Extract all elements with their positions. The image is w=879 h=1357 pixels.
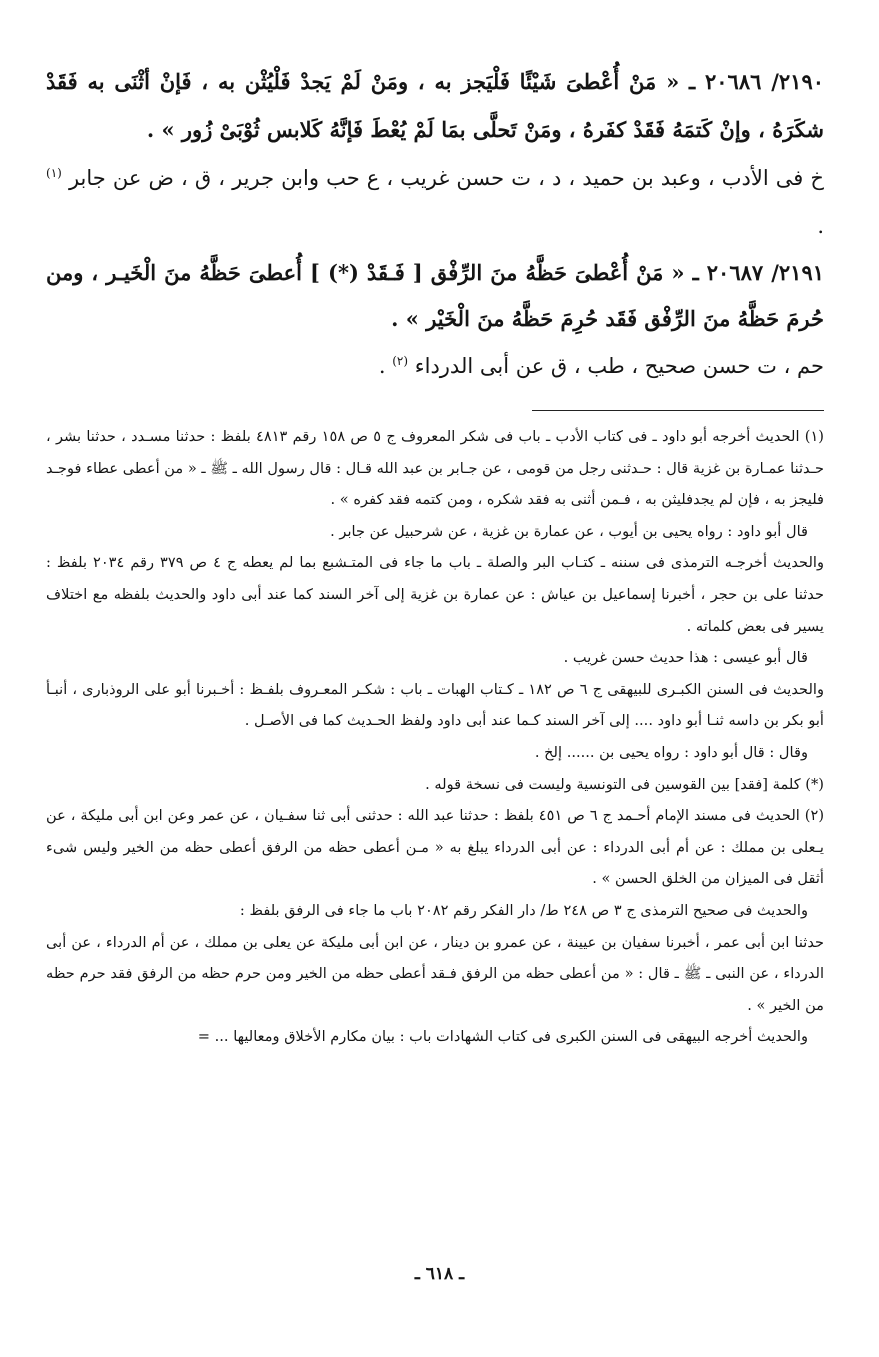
footnote-paragraph: حدثنا ابن أبى عمر ، أخبرنا سفيان بن عيينة ، عن عمرو بن دينار ، عن ابن أبى مليكة عن يعلى بن مملك ، عن أم الدرداء ، عن أبى الدرداء ، عن النبى ـ ﷺ ـ قال : « من أعطى حظه من الرفق فـقد أعطى حظه من الخير ومن حرم حظه من الرفق فقد حرم حظه من الخير » . [46,933,824,1014]
footnote-paragraph: قال أبو داود : رواه يحيى بن أيوب ، عن عمارة بن غزية ، عن شرحبيل عن جابر . [330,522,808,540]
footnote-2: (٢) الحديث فى مسند الإمام أحـمد ج ٦ ص ٤٥١ بلفظ : حدثنا عبد الله : حدثنى أبى ثنا سفـيان ، عن عمر وعن ابن أبى مليكة ، عن يـعلى بن مملك : عن أم أبى الدرداء : عن أبى الدرداء يبلغ به « مـن أعطى حظه من الرفق أعطى حظه من الخير وليس شىء أثقل فى الميزان من الخلق الحسن » . [46,807,825,888]
document-page [46,58,824,1053]
footnote-paragraph: والحديث فى صحيح الترمذى ج ٣ ص ٢٤٨ ط/ دار الفكر رقم ٢٠٨٢ باب ما جاء فى الرفق بلفظ : [239,901,808,919]
hadith-text: « مَنْ أُعْطىَ حَظَّهُ منَ الرِّفْق [ فَـقَدْ (*) ] أُعطىَ حَظَّهُ منَ الْخَيـر ، ومن حُرمَ حَظَّهُ منَ الرِّفْق فَقَد حُرِمَ حَظَّهُ منَ الْخَيْر » . [46,260,824,331]
hadith-entry [46,58,824,154]
footnote-paragraph: قال أبو عيسى : هذا حديث حسن غريب . [563,649,808,667]
footnote-paragraph: والحديث فى السنن الكبـرى للبيهقى ج ٦ ص ١٨٢ ـ كـتاب الهبات ـ باب : شكـر المعـروف بلفـظ : أخـبرنا أبو على الروذبارى ، أنبـأ أبو بكر بن داسه ثنـا أبو داود .... إلى آخر السند كـما عند أبى داود ولفظ الحـديث كما فى الأصـل . [46,680,825,730]
page-number: ـ ٦١٨ ـ [414,1264,465,1284]
footnote-star: (*) كلمة [فقد] بين القوسين فى التونسية وليست فى نسخة قوله . [425,775,824,793]
hadith-source: خ فى الأدب ، وعبد بن حميد ، د ، ت حسن غريب ، ع حب وابن جرير ، ق ، ض عن جابر $^{(١)}$ . [46,166,824,238]
footnote-divider [532,410,824,411]
footnote-ref: (٢) [392,354,409,368]
hadith-source: حم ، ت حسن صحيح ، طب ، ق عن أبى الدرداء $^{(٢)}$ . [378,354,824,378]
footnote-paragraph: وقال : قال أبو داود : رواه يحيى بن ...... إلخ . [534,743,808,761]
footnote-paragraph: والحديث أخرجـه الترمذى فى سننه ـ كتـاب البر والصلة ـ باب ما جاء فى المتـشبع بما لم يعطه ج ٤ ص ٣٧٩ رقم ٢٠٣٤ بلفظ : حدثنا على بن حجر ، أخبرنا إسماعيل بن عياش : عن عمارة بن غزية إلى آخر السند كما عند أبى داود والحديث بلفظه مع اختلاف يسير فى بعض كلماته . [46,554,824,635]
hadith-number: ٢١٩١/ ٢٠٦٨٧ ـ [692,260,825,285]
footnote-ref: (١) [46,166,62,180]
source-text: حم ، ت حسن صحيح ، طب ، ق عن أبى الدرداء [414,354,824,378]
footnote-1: (١) الحديث أخرجه أبو داود ـ فى كتاب الأدب ـ باب فى شكر المعروف ج ٥ ص ١٥٨ رقم ٤٨١٣ بلفظ : حدثنا مسـدد ، حدثنا بشر ، حـدثنا عمـارة بن غزية قال : حـدثنى رجل من قومى ، عن جـابر بن عبد الله قـال : قال رسول الله ـ ﷺ ـ « من أعطى عطاء فوجـد فليجز به ، فإن لم يجدفليثن به ، فـمن أثنى به فقد شكره ، ومن كتمه فقد كفره » . [46,428,824,509]
hadith-number: ٢١٩٠/ ٢٠٦٨٦ ـ [689,69,825,94]
hadith-text: « مَنْ أُعْطىَ شَيْئًا فَلْيَجز به ، ومَنْ لَمْ يَجدْ فَلْيُثْن به ، فَإنْ أثْنَى به فَقَدْ شكَرَهُ ، وإنْ كَتمَهُ فَقَدْ كفَرهُ ، ومَنْ تَحلَّى بمَا لَمْ يُعْطَ فَإنَّهُ كَلابس ثُوْبَىْ زُور » . [46,69,824,142]
footnote-paragraph: والحديث أخرجه البيهقى فى السنن الكبرى فى كتاب الشهادات باب : بيان مكارم الأخلاق ومعاليها ... = [197,1028,808,1046]
footnotes-section [46,421,824,1053]
hadith-entry [46,250,824,342]
hadith-section [46,58,824,390]
source-text: خ فى الأدب ، وعبد بن حميد ، د ، ت حسن غريب ، ع حب وابن جرير ، ق ، ض عن جابر [68,166,824,190]
